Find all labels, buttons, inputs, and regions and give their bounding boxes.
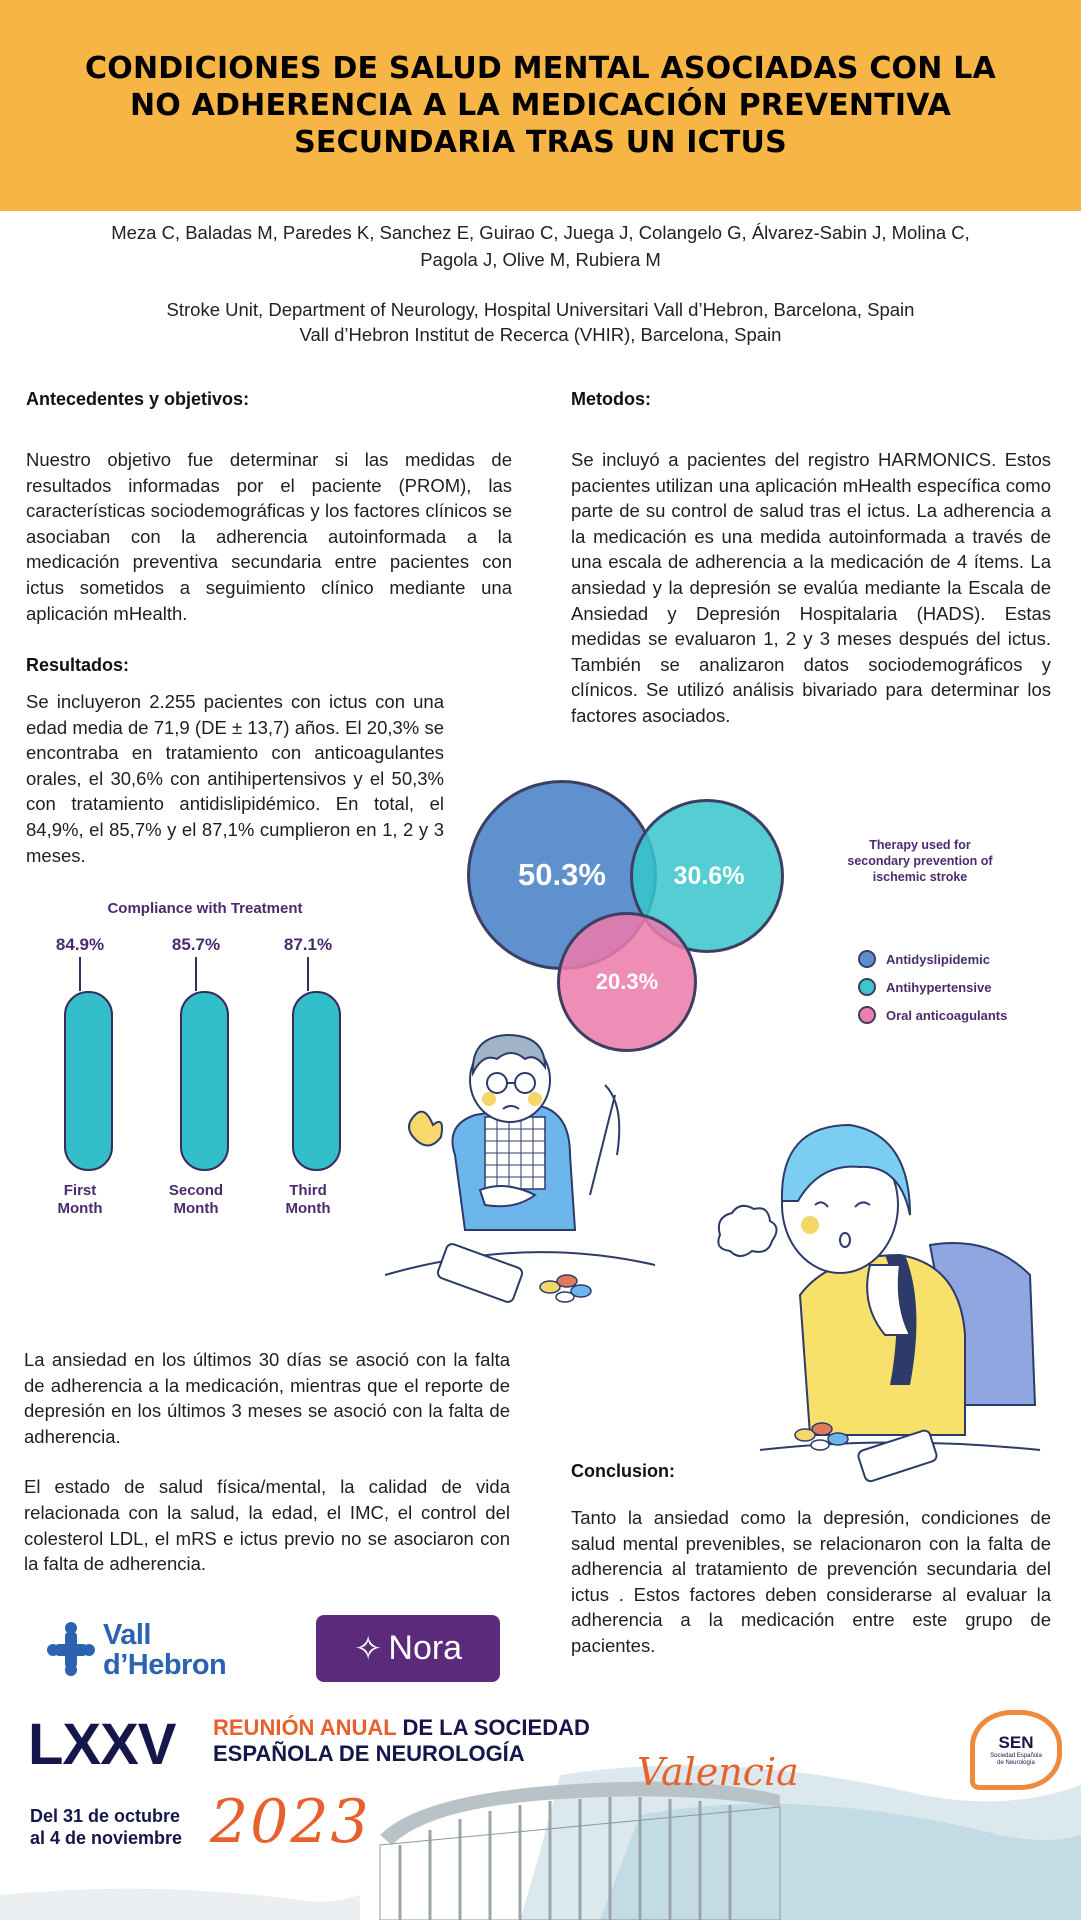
nora-wordmark: Nora bbox=[388, 1629, 463, 1667]
venn-circle-antihypertensive: 30.6% bbox=[630, 799, 784, 953]
compliance-chart bbox=[40, 895, 360, 1235]
congress-dates: Del 31 de octubre al 4 de noviembre bbox=[30, 1806, 183, 1848]
bar-category-label: Second Month bbox=[168, 1182, 224, 1217]
meeting-name: REUNIÓN ANUAL DE LA SOCIEDAD ESPAÑOLA DE NEUROLOGÍA bbox=[213, 1715, 590, 1766]
results-anxiety-text: La ansiedad en los últimos 30 días se asoció con la falta de adherencia a la medicación, mientras que el reporte de depresión en los últimos 3 meses se asoció con la falta de adherencia. bbox=[24, 1349, 510, 1447]
legend-dot bbox=[858, 978, 876, 996]
vall-hebron-logo bbox=[45, 1620, 265, 1680]
congress-number: LXXV bbox=[28, 1712, 176, 1777]
results-heading: Resultados: bbox=[26, 655, 130, 675]
worried-woman-illustration bbox=[710, 1105, 1060, 1485]
congress-year: 2023 bbox=[210, 1787, 371, 1857]
bar-value-label: 84.9% bbox=[55, 935, 105, 954]
compliance-bar-first bbox=[40, 935, 120, 1235]
bar-connector bbox=[307, 957, 309, 991]
therapy-venn-chart bbox=[460, 775, 1040, 1050]
compliance-bar-second bbox=[156, 935, 236, 1235]
venn-circle-antidyslipidemic: 50.3% bbox=[467, 780, 657, 970]
bar-fill bbox=[64, 991, 113, 1171]
vall-hebron-cross-icon bbox=[45, 1620, 97, 1676]
legend-item-antihypertensive: Antihypertensive bbox=[858, 978, 991, 996]
authors: Meza C, Baladas M, Paredes K, Sanchez E, Guirao C, Juega J, Colangelo G, Álvarez-Sabin J, Molina C, Pagola J, Olive M, Rubiera M bbox=[111, 222, 970, 270]
bar-value-label: 87.1% bbox=[283, 935, 333, 954]
vall-hebron-wordmark: Vall d’Hebron bbox=[103, 1619, 227, 1681]
conclusion-heading: Conclusion: bbox=[571, 1461, 675, 1481]
venn-legend-title: Therapy used for secondary prevention of ischemic stroke bbox=[847, 838, 993, 884]
background-text: Nuestro objetivo fue determinar si las medidas de resultados informadas por el paciente (PROM), las características sociodemográficas y los factores clínicos se asociaban con la adherencia autoinformada a la medicación preventiva secundaria entre pacientes con ictus sometidos a seguimiento clínico mediante una aplicación mHealth. bbox=[26, 449, 512, 624]
sparkle-icon: ✧ bbox=[353, 1629, 383, 1668]
legend-item-oral-anticoagulants: Oral anticoagulants bbox=[858, 1006, 1007, 1024]
legend-dot bbox=[858, 1006, 876, 1024]
compliance-bar-third bbox=[268, 935, 348, 1235]
poster-title: CONDICIONES DE SALUD MENTAL ASOCIADAS CON LA NO ADHERENCIA A LA MEDICACIÓN PREVENTIVA SECUNDARIA TRAS UN ICTUS bbox=[85, 51, 996, 160]
nora-logo bbox=[316, 1615, 500, 1682]
affiliations bbox=[80, 297, 1001, 347]
bar-connector bbox=[79, 957, 81, 991]
bar-fill bbox=[292, 991, 341, 1171]
conference-footer bbox=[0, 1695, 1081, 1920]
results-discussion bbox=[24, 1347, 510, 1577]
results-text: Se incluyeron 2.255 pacientes con ictus con una edad media de 71,9 (DE ± 13,7) años. El 20,3% se encontraba en tratamiento con anticoagulantes orales, el 30,6% con antihipertensivos y el 50,3% con tratamiento antidislipidémico. En total, el 84,9%, el 85,7% y el 87,1% cumplieron en 1, 2 y 3 meses. bbox=[26, 691, 444, 866]
affiliation-1: Stroke Unit, Department of Neurology, Hospital Universitari Vall d’Hebron, Barcelona, Spain bbox=[166, 299, 915, 320]
title-banner bbox=[0, 0, 1081, 211]
methods-text: Se incluyó a pacientes del registro HARMONICS. Estos pacientes utilizan una aplicación mHealth específica como parte de su control de salud tras el ictus. La adherencia a la medicación es una medida autoinformada a través de una escala de adherencia a la medicación de 4 ítems. La ansiedad y la depresión se evalúa mediante la Escala de Ansiedad y Depresión Hospitalaria (HADS). Estas medidas se evaluaron 1, 2 y 3 meses después del ictus. También se analizaron datos sociodemográficos y clínicos. Se utilizó análisis bivariado para determinar los factores asociados. bbox=[571, 449, 1051, 726]
background-heading: Antecedentes y objetivos: bbox=[26, 389, 250, 409]
conclusion-text: Tanto la ansiedad como la depresión, condiciones de salud mental prevenibles, se relacionaron con la falta de adherencia al tratamiento de prevención secundaria del ictus . Estos factores deben considerarse al evaluar la adherencia a la medicación entre este grupo de pacientes. bbox=[571, 1507, 1051, 1656]
venn-circle-oral-anticoagulants: 20.3% bbox=[557, 912, 697, 1052]
city-name: Valencia bbox=[637, 1750, 799, 1794]
methods-heading: Metodos: bbox=[571, 389, 651, 409]
compliance-chart-title: Compliance with Treatment bbox=[107, 900, 303, 917]
sen-fullname: Sociedad Española de Neurología bbox=[990, 1753, 1042, 1766]
sen-wordmark: SEN bbox=[998, 1733, 1034, 1752]
legend-dot bbox=[858, 950, 876, 968]
affiliation-2: Vall d’Hebron Institut de Recerca (VHIR), Barcelona, Spain bbox=[299, 324, 782, 345]
sen-logo bbox=[970, 1710, 1062, 1790]
worried-man-illustration bbox=[385, 1015, 665, 1315]
legend-item-antidyslipidemic: Antidyslipidemic bbox=[858, 950, 990, 968]
results-nonassoc-text: El estado de salud física/mental, la calidad de vida relacionada con la salud, la edad, el IMC, el control del colesterol LDL, el mRS e ictus previo no se asociaron con la falta de adherencia. bbox=[24, 1476, 510, 1575]
bar-value-label: 85.7% bbox=[171, 935, 221, 954]
bar-category-label: Third Month bbox=[285, 1182, 331, 1217]
bar-connector bbox=[195, 957, 197, 991]
bar-category-label: First Month bbox=[57, 1182, 103, 1217]
bar-fill bbox=[180, 991, 229, 1171]
